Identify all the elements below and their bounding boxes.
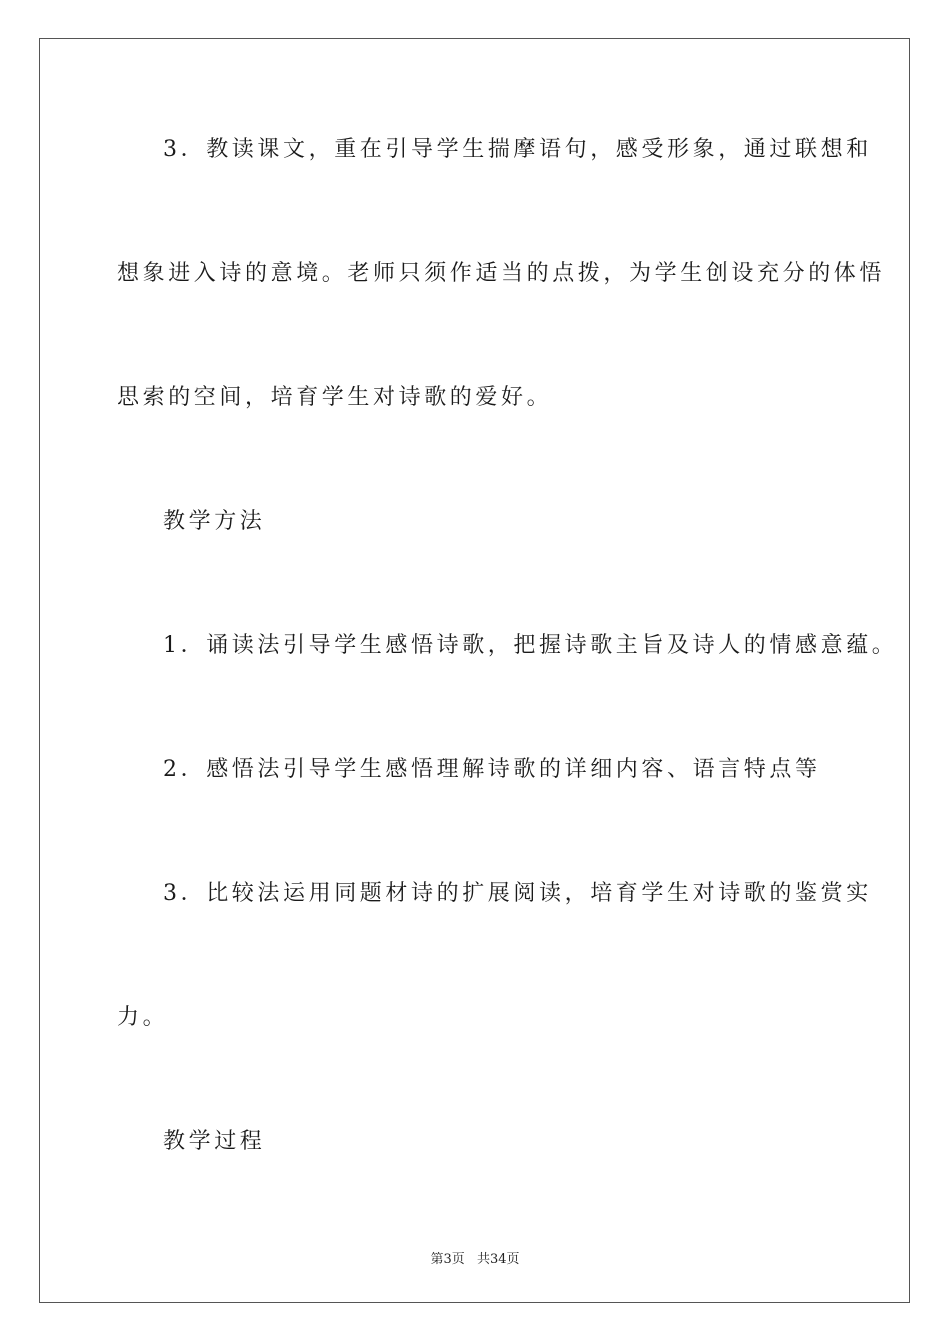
paragraph-line: 2．感悟法引导学生感悟理解诗歌的详细内容、语言特点等 [163,757,821,782]
page-footer [0,1248,950,1267]
section-heading: 教学过程 [163,1129,266,1154]
page-total: 共34页 [476,1252,520,1267]
paragraph-line: 想象进入诗的意境。老师只须作适当的点拨，为学生创设充分的体悟 [117,261,886,286]
paragraph-line: 力。 [117,1005,169,1030]
paragraph-line: 1．诵读法引导学生感悟诗歌，把握诗歌主旨及诗人的情感意蕴。 [163,633,898,658]
paragraph-line: 3．教读课文，重在引导学生揣摩语句，感受形象，通过联想和 [163,137,872,162]
page-border [39,38,910,1303]
paragraph-line: 思索的空间，培育学生对诗歌的爱好。 [117,385,553,410]
section-heading: 教学方法 [163,509,266,534]
page-number: 第3页 [430,1252,465,1267]
paragraph-line: 3．比较法运用同题材诗的扩展阅读，培育学生对诗歌的鉴赏实 [163,881,872,906]
